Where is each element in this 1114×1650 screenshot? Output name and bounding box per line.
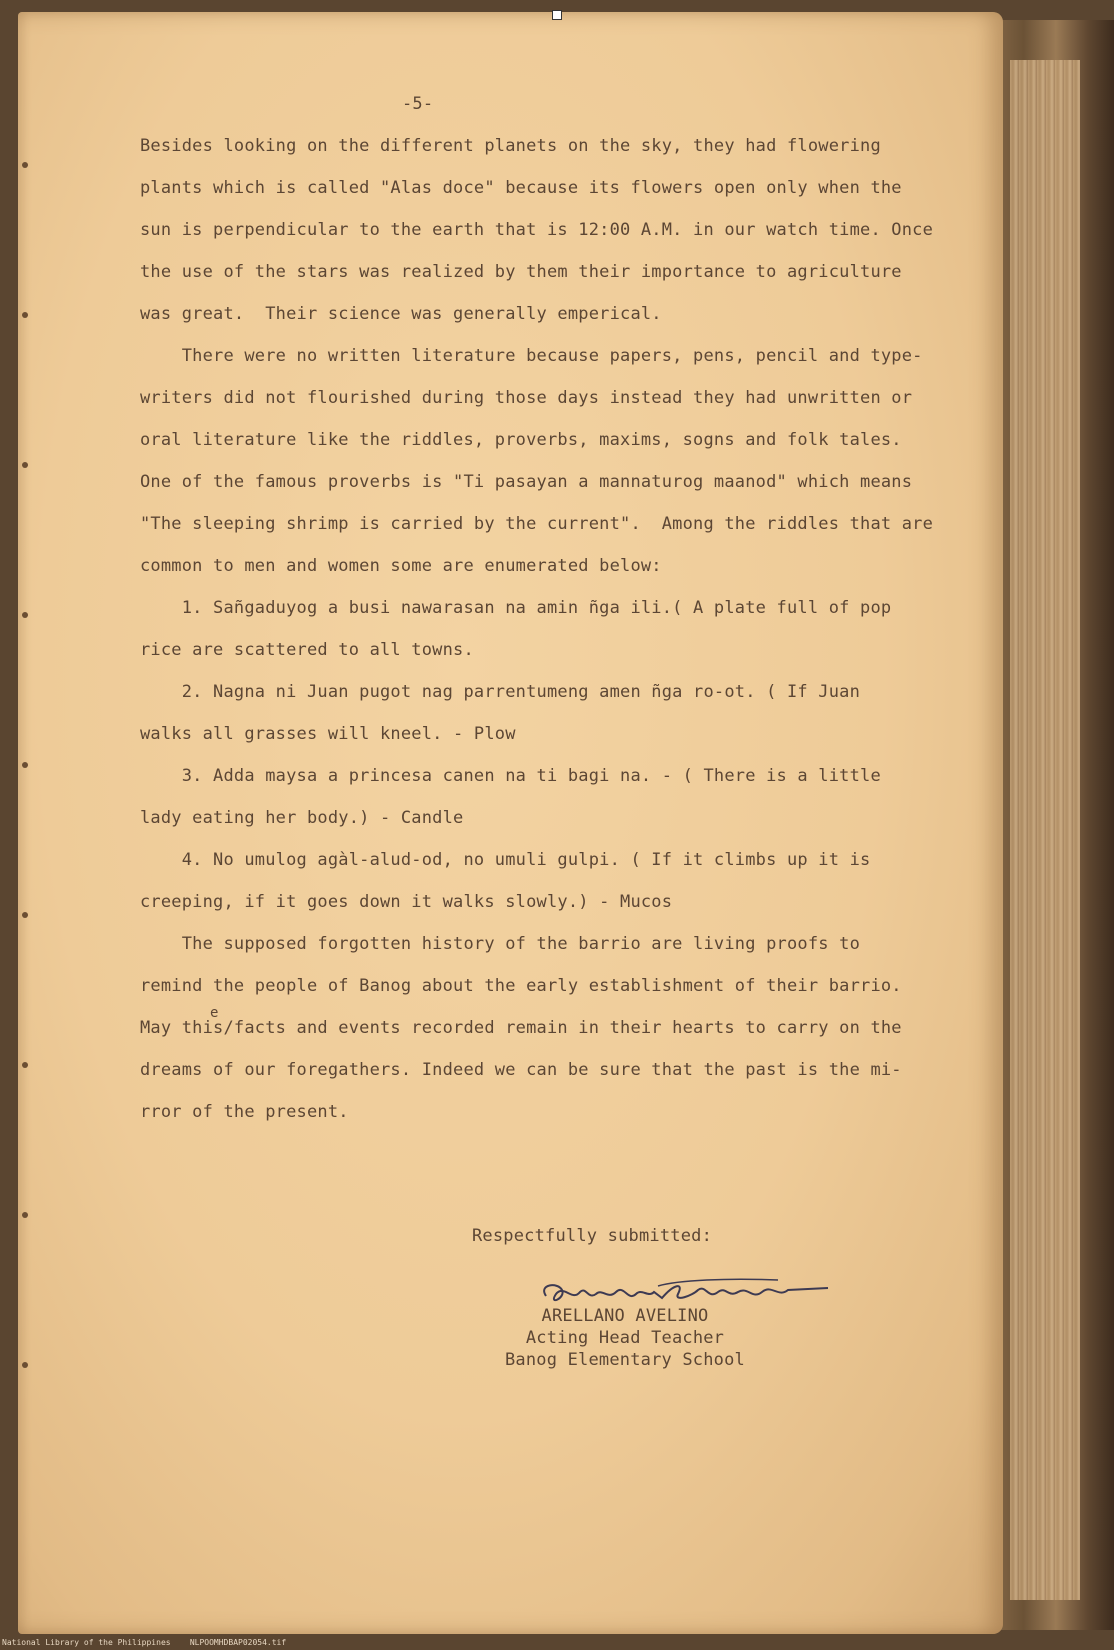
paragraph-line: rror of the present. [140, 1102, 349, 1122]
riddle-line: walks all grasses will kneel. - Plow [140, 724, 516, 744]
closing-line: Respectfully submitted: [472, 1226, 713, 1246]
riddle-line: 3. Adda maysa a princesa canen na ti bagi na. - ( There is a little [140, 766, 881, 786]
paragraph-line: Besides looking on the different planets on the sky, they had flowering [140, 136, 881, 156]
paragraph-line: common to men and women some are enumerated below: [140, 556, 662, 576]
signer-name: ARELLANO AVELINO [541, 1306, 709, 1326]
riddle-line: creeping, if it goes down it walks slowly.) - Mucos [140, 892, 673, 912]
paragraph-line: was great. Their science was generally emperical. [140, 304, 662, 324]
page-number: -5- [402, 94, 434, 114]
paragraph-line: dreams of our foregathers. Indeed we can be sure that the past is the mi- [140, 1060, 902, 1080]
riddle-line: rice are scattered to all towns. [140, 640, 474, 660]
paragraph-line: remind the people of Banog about the early establishment of their barrio. [140, 976, 902, 996]
archive-footer: National Library of the Philippines NLPOOMHDBAP02054.tif [2, 1638, 287, 1647]
paragraph-line: "The sleeping shrimp is carried by the current". Among the riddles that are [140, 514, 934, 534]
paragraph-line: plants which is called "Alas doce" because its flowers open only when the [140, 178, 902, 198]
signer-school: Banog Elementary School [504, 1350, 745, 1370]
insertion-mark: e [210, 1005, 219, 1021]
riddle-line: 4. No umulog agàl-alud-od, no umuli gulpi. ( If it climbs up it is [140, 850, 871, 870]
riddle-line: lady eating her body.) - Candle [140, 808, 464, 828]
paragraph-line: writers did not flourished during those days instead they had unwritten or [140, 388, 913, 408]
paragraph-line: sun is perpendicular to the earth that is 12:00 A.M. in our watch time. Once [140, 220, 934, 240]
paragraph-line: One of the famous proverbs is "Ti pasayan a mannaturog maanod" which means [140, 472, 913, 492]
paragraph-line: the use of the stars was realized by them their importance to agriculture [140, 262, 902, 282]
riddle-line: 1. Sañgaduyog a busi nawarasan na amin ñga ili.( A plate full of pop [140, 598, 892, 618]
paragraph-line: The supposed forgotten history of the barrio are living proofs to [140, 934, 861, 954]
paragraph-line: There were no written literature because papers, pens, pencil and type- [140, 346, 923, 366]
signer-title: Acting Head Teacher [525, 1328, 725, 1348]
riddle-line: 2. Nagna ni Juan pugot nag parrentumeng amen ñga ro-ot. ( If Juan [140, 682, 861, 702]
paragraph-line: May this/facts and events recorded remain in their hearts to carry on the [140, 1018, 902, 1038]
paragraph-line: oral literature like the riddles, proverbs, maxims, sogns and folk tales. [140, 430, 902, 450]
